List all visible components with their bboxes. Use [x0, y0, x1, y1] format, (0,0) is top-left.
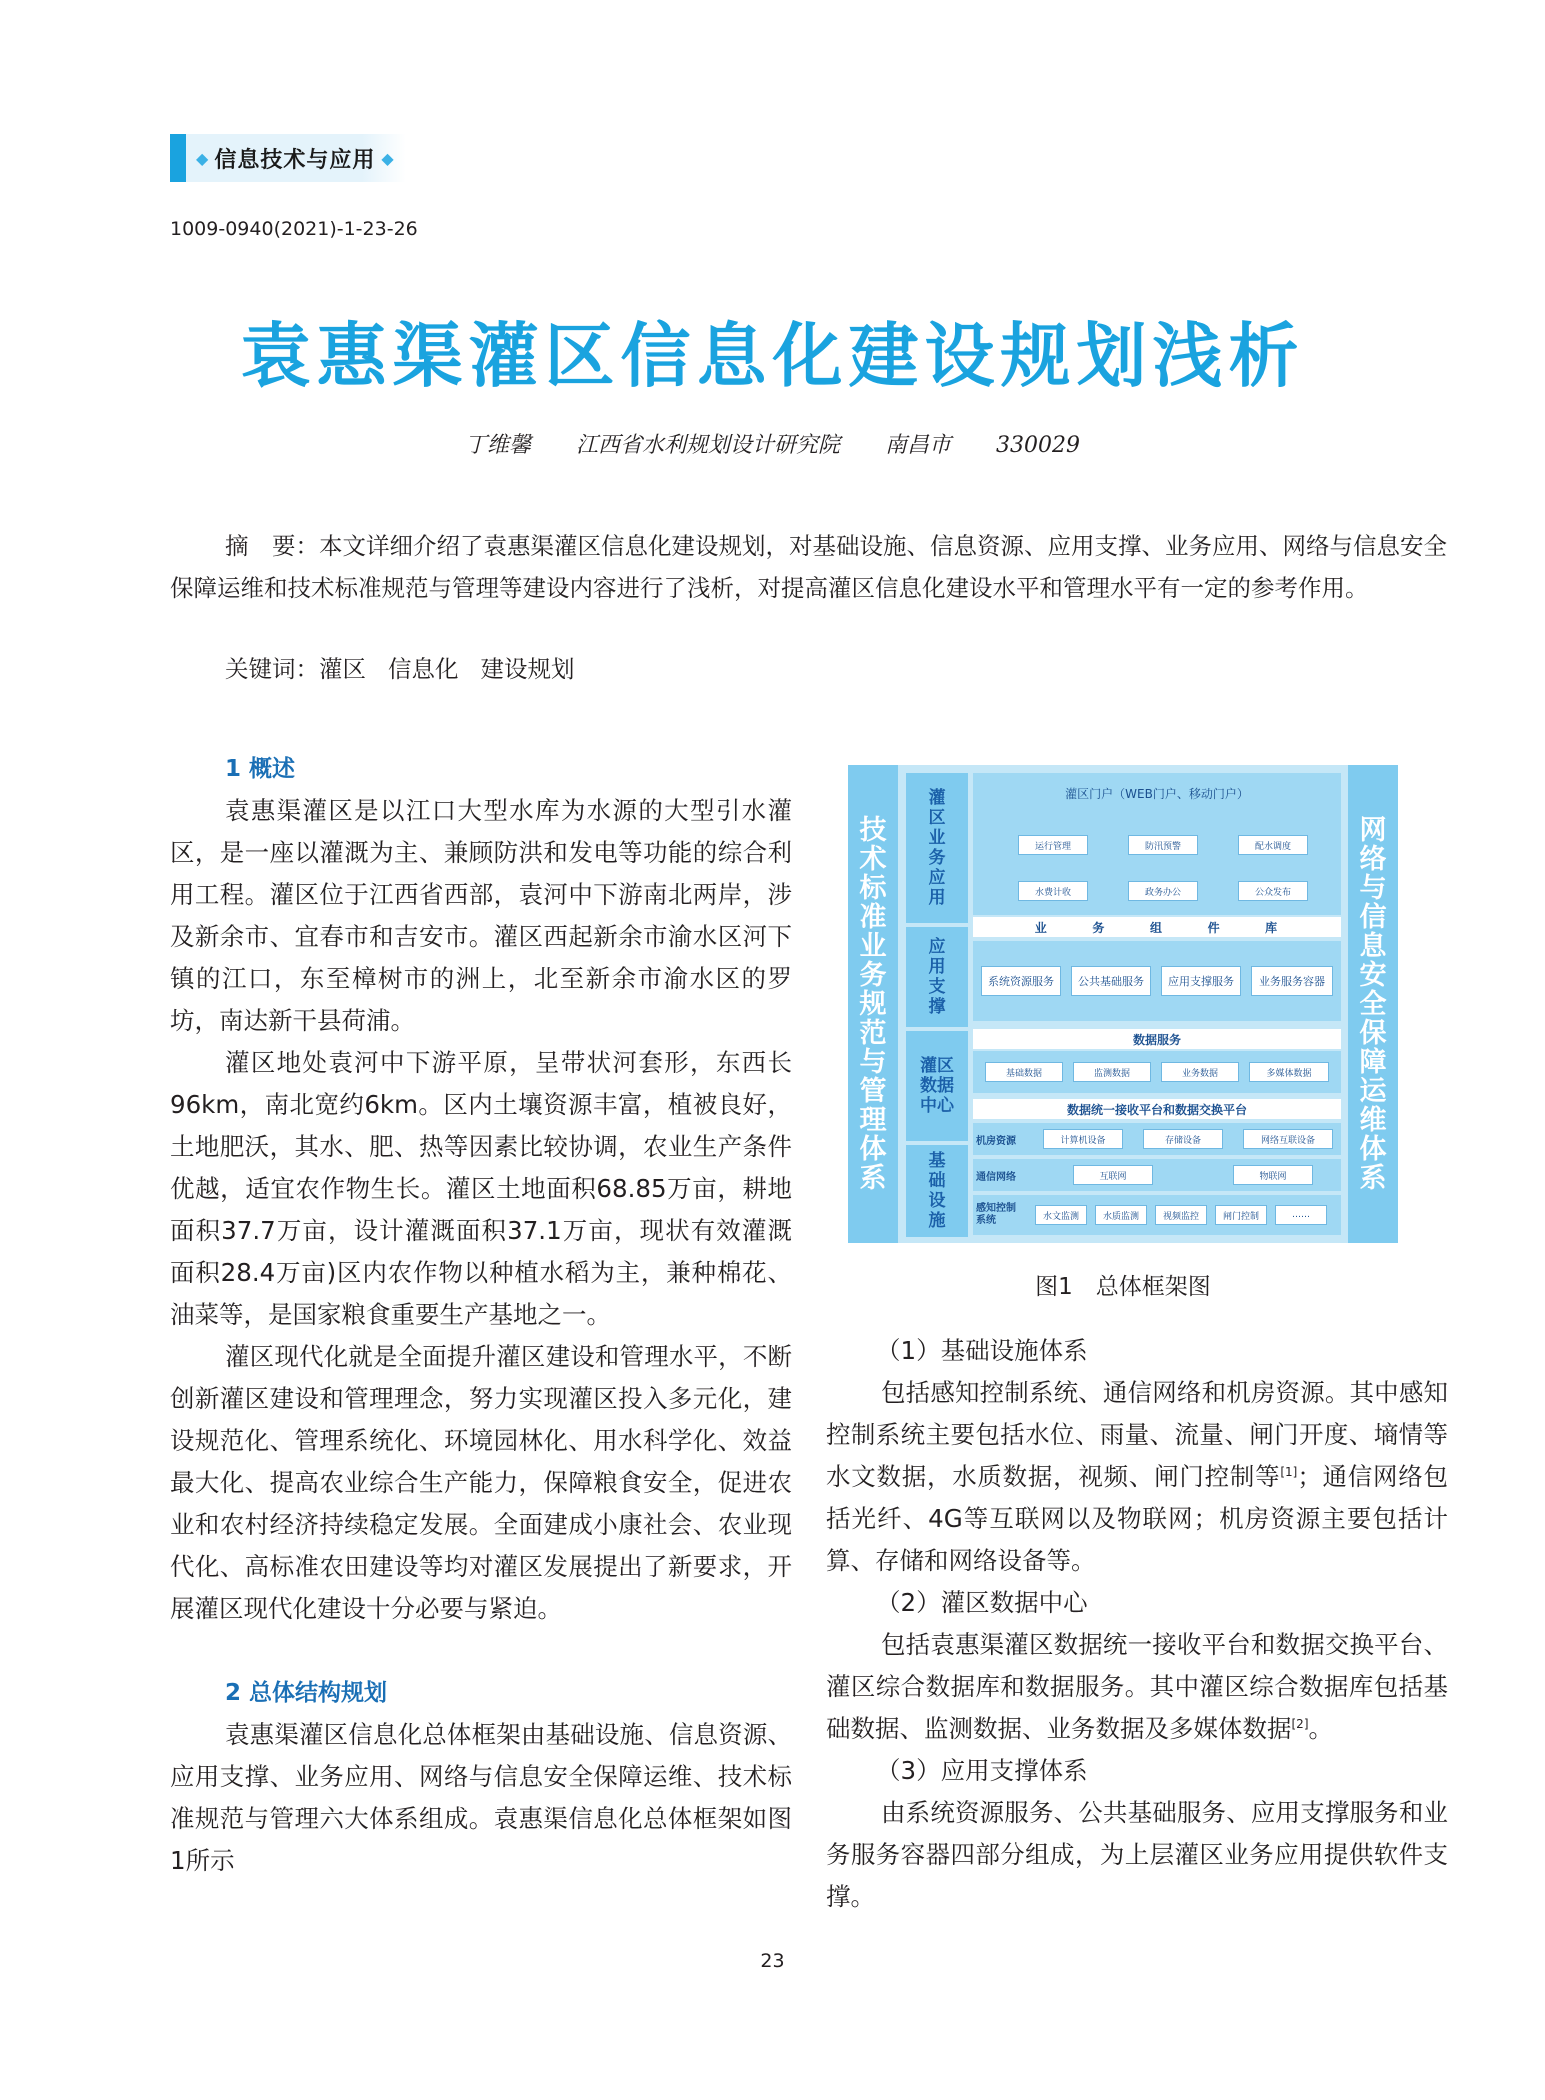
figure-data-platform: 数据统一接收平台和数据交换平台: [973, 1099, 1341, 1119]
figure-label-support: [906, 927, 968, 1027]
article-title: 袁惠渠灌区信息化建设规划浅析: [240, 315, 1305, 397]
figure-box: 多媒体数据: [1249, 1062, 1329, 1082]
section-header: [170, 134, 406, 182]
figure-data-service: 数据服务: [973, 1029, 1341, 1049]
figure-caption: 图1 总体框架图: [1035, 1274, 1211, 1300]
figure-side-char: 网: [1359, 814, 1387, 846]
keyword: 建设规划: [480, 655, 575, 683]
figure-box: 基础数据: [985, 1062, 1063, 1082]
figure-char: 业: [1034, 920, 1049, 935]
figure-component-library: [973, 917, 1341, 937]
figure-box: 运行管理: [1018, 835, 1088, 855]
left-column: [170, 748, 792, 1882]
figure-side-char: 安: [1359, 959, 1387, 991]
figure-char: 务: [1092, 920, 1107, 935]
figure-row-label: 感知控制系统: [976, 1203, 1016, 1226]
figure-box: 政务办公: [1128, 881, 1198, 901]
figure-label-char: 支: [928, 977, 946, 997]
figure-label-app: [906, 773, 968, 923]
section-heading: 1 概述: [225, 756, 296, 782]
figure-data-block: [973, 1051, 1341, 1093]
section-heading: 2 总体结构规划: [225, 1680, 388, 1706]
paragraph-text: ；通信网络包括光纤、4G等互联网以及物联网；机房资源主要包括计算、存储和网络设备等。: [826, 1462, 1449, 1575]
figure-label-char: 务: [928, 848, 946, 868]
figure-label-char: 应: [928, 868, 946, 888]
author-line: [0, 428, 1545, 459]
figure-side-char: 维: [1359, 1104, 1387, 1136]
section-title: 信息技术与应用: [214, 147, 376, 173]
article-code: 1009-0940(2021)-1-23-26: [170, 218, 418, 240]
subsection-heading: （1）基础设施体系: [876, 1336, 1088, 1365]
figure-side-standards: [848, 765, 898, 1243]
keyword: 灌区: [319, 655, 366, 683]
figure-box: 闸门控制: [1215, 1205, 1267, 1225]
figure-box: 系统资源服务: [981, 966, 1061, 996]
figure-side-char: 信: [1359, 901, 1387, 933]
paragraph-text: 包括感知控制系统、通信网络和机房资源。其中感知控制系统主要包括水位、雨量、流量、闸门开度、墒情等水文数据，水质数据，视频、闸门控制等: [826, 1378, 1448, 1491]
figure-label-char: 业: [928, 828, 946, 848]
figure-label-char: 用: [928, 888, 946, 908]
figure-box: 公众发布: [1238, 881, 1308, 901]
figure-box: 配水调度: [1238, 835, 1308, 855]
author-org: 江西省水利规划设计研究院: [576, 433, 841, 458]
figure-side-char: 标: [859, 872, 887, 904]
author-name: 丁维馨: [464, 433, 531, 458]
abstract-label: 摘 要：: [225, 532, 319, 560]
paragraph: [826, 1624, 1448, 1750]
figure-side-char: 系: [859, 1162, 887, 1194]
abstract-text: 本文详细介绍了袁惠渠灌区信息化建设规划，对基础设施、信息资源、应用支撑、业务应用、网络与信息安全保障运维和技术标准规范与管理等建设内容进行了浅析，对提高灌区信息化建设水平和管理水平有一定的参考作用。: [170, 532, 1447, 602]
figure-side-char: 务: [859, 959, 887, 991]
figure-label-data: [906, 1031, 968, 1141]
framework-figure: [848, 765, 1398, 1243]
figure-box: 业务数据: [1161, 1062, 1239, 1082]
figure-side-char: 管: [859, 1075, 887, 1107]
figure-portal: 灌区门户（WEB门户、移动门户）: [1065, 787, 1249, 801]
keyword: 信息化: [388, 655, 459, 683]
figure-char: 件: [1207, 920, 1222, 935]
author-zip: 330029: [996, 433, 1081, 458]
figure-box: 计算机设备: [1043, 1129, 1123, 1149]
paragraph: 袁惠渠灌区信息化总体框架由基础设施、信息资源、应用支撑、业务应用、网络与信息安全保障运维、技术标准规范与管理六大体系组成。袁惠渠信息化总体框架如图1所示: [170, 1720, 792, 1875]
author-city: 南昌市: [885, 433, 952, 458]
figure-side-char: 系: [1359, 1162, 1387, 1194]
figure-side-char: 规: [859, 988, 887, 1020]
figure-side-char: 全: [1359, 988, 1387, 1020]
figure-box: 应用支撑服务: [1161, 966, 1241, 996]
header-label-box: [186, 134, 406, 182]
figure-box: 水费计收: [1018, 881, 1088, 901]
figure-side-char: 息: [1359, 930, 1387, 962]
figure-side-char: 业: [859, 930, 887, 962]
figure-side-char: 障: [1359, 1046, 1387, 1078]
figure-box: 监测数据: [1073, 1062, 1151, 1082]
figure-box: 互联网: [1073, 1165, 1153, 1185]
figure-label-char: 数据: [920, 1076, 954, 1096]
page-number: 23: [760, 1950, 785, 1972]
figure-side-char: 准: [859, 901, 887, 933]
figure-box: ……: [1275, 1205, 1327, 1225]
figure-label-char: 设: [928, 1191, 946, 1211]
figure-side-char: 体: [1359, 1133, 1387, 1165]
figure-box: 防汛预警: [1128, 835, 1198, 855]
figure-label-char: 撑: [928, 997, 946, 1017]
figure-label-char: 施: [928, 1211, 946, 1231]
figure-box: 水质监测: [1095, 1205, 1147, 1225]
figure-box: 视频监控: [1155, 1205, 1207, 1225]
paragraph: 灌区地处袁河中下游平原，呈带状河套形，东西长96km，南北宽约6km。区内土壤资源丰富，植被良好，土地肥沃，其水、肥、热等因素比较协调，农业生产条件优越，适宜农作物生长。灌区土地面积68.85万亩，耕地面积37.7万亩，设计灌溉面积37.1万亩，现状有效灌溉面积28.4万亩)区内农作物以种植水稻为主，兼种棉花、油菜等，是国家粮食重要生产基地之一。: [170, 1048, 792, 1329]
subsection-heading: （2）灌区数据中心: [876, 1588, 1088, 1617]
paragraph: 灌区现代化就是全面提升灌区建设和管理水平，不断创新灌区建设和管理理念，努力实现灌区投入多元化，建设规范化、管理系统化、环境园林化、用水科学化、效益最大化、提高农业综合生产能力，保障粮食安全，促进农业和农村经济持续稳定发展。全面建成小康社会、农业现代化、高标准农田建设等均对灌区发展提出了新要求，开展灌区现代化建设十分必要与紧迫。: [170, 1342, 792, 1623]
figure-side-char: 体: [859, 1133, 887, 1165]
figure-side-char: 理: [859, 1104, 887, 1136]
figure-side-char: 与: [1359, 872, 1387, 904]
paragraph-text: 包括袁惠渠灌区数据统一接收平台和数据交换平台、灌区综合数据库和数据服务。其中灌区综合数据库包括基础数据、监测数据、业务数据及多媒体数据: [826, 1630, 1448, 1743]
figure-sensing-block: [973, 1195, 1341, 1235]
keywords: [225, 650, 597, 684]
reference-mark: [1]: [1280, 1464, 1298, 1479]
figure-box: 存储设备: [1143, 1129, 1223, 1149]
figure-side-security: [1348, 765, 1398, 1243]
figure-label-char: 灌: [928, 788, 946, 808]
figure-row-label: 通信网络: [976, 1172, 1016, 1183]
figure-side-char: 运: [1359, 1075, 1387, 1107]
right-column: [826, 1330, 1448, 1918]
figure-label-char: 用: [928, 957, 946, 977]
figure-machine-block: [973, 1123, 1341, 1155]
figure-row-label: 机房资源: [976, 1136, 1016, 1147]
reference-mark: [2]: [1291, 1716, 1309, 1731]
paragraph-text: 。: [1308, 1714, 1333, 1743]
figure-box: 公共基础服务: [1071, 966, 1151, 996]
figure-app-block: [973, 773, 1341, 915]
paragraph: [826, 1372, 1448, 1582]
figure-network-block: [973, 1159, 1341, 1191]
figure-box: 水文监测: [1035, 1205, 1087, 1225]
figure-support-block: [973, 941, 1341, 1021]
figure-label-infra: [906, 1145, 968, 1237]
figure-side-char: 术: [859, 843, 887, 875]
figure-box: 业务服务容器: [1251, 966, 1333, 996]
diamond-icon: ◆: [196, 148, 209, 168]
figure-label-char: 中心: [920, 1096, 954, 1116]
paragraph: 袁惠渠灌区是以江口大型水库为水源的大型引水灌区，是一座以灌溉为主、兼顾防洪和发电等功能的综合利用工程。灌区位于江西省西部，袁河中下游南北两岸，涉及新余市、宜春市和吉安市。灌区西起新余市渝水区河下镇的江口，东至樟树市的洲上，北至新余市渝水区的罗坊，南达新干县荷浦。: [170, 796, 792, 1035]
figure-side-char: 保: [1359, 1017, 1387, 1049]
figure-side-char: 技: [859, 814, 887, 846]
figure-label-char: 应: [928, 937, 946, 957]
figure-box: 网络互联设备: [1243, 1129, 1333, 1149]
figure-char: 库: [1265, 920, 1280, 935]
figure-side-char: 与: [859, 1046, 887, 1078]
diamond-icon: ◆: [381, 148, 394, 168]
paragraph: 由系统资源服务、公共基础服务、应用支撑服务和业务服务容器四部分组成，为上层灌区业务应用提供软件支撑。: [826, 1798, 1448, 1911]
figure-label-char: 灌区: [920, 1056, 954, 1076]
abstract: [170, 525, 1450, 609]
figure-side-char: 范: [859, 1017, 887, 1049]
subsection-heading: （3）应用支撑体系: [876, 1756, 1088, 1785]
figure-label-char: 础: [928, 1171, 946, 1191]
keywords-label: 关键词：: [225, 655, 319, 683]
figure-side-char: 络: [1359, 843, 1387, 875]
figure-label-char: 基: [928, 1151, 946, 1171]
figure-char: 组: [1149, 920, 1164, 935]
figure-box: 物联网: [1233, 1165, 1313, 1185]
figure-label-char: 区: [928, 808, 946, 828]
header-accent-bar: [170, 134, 186, 182]
